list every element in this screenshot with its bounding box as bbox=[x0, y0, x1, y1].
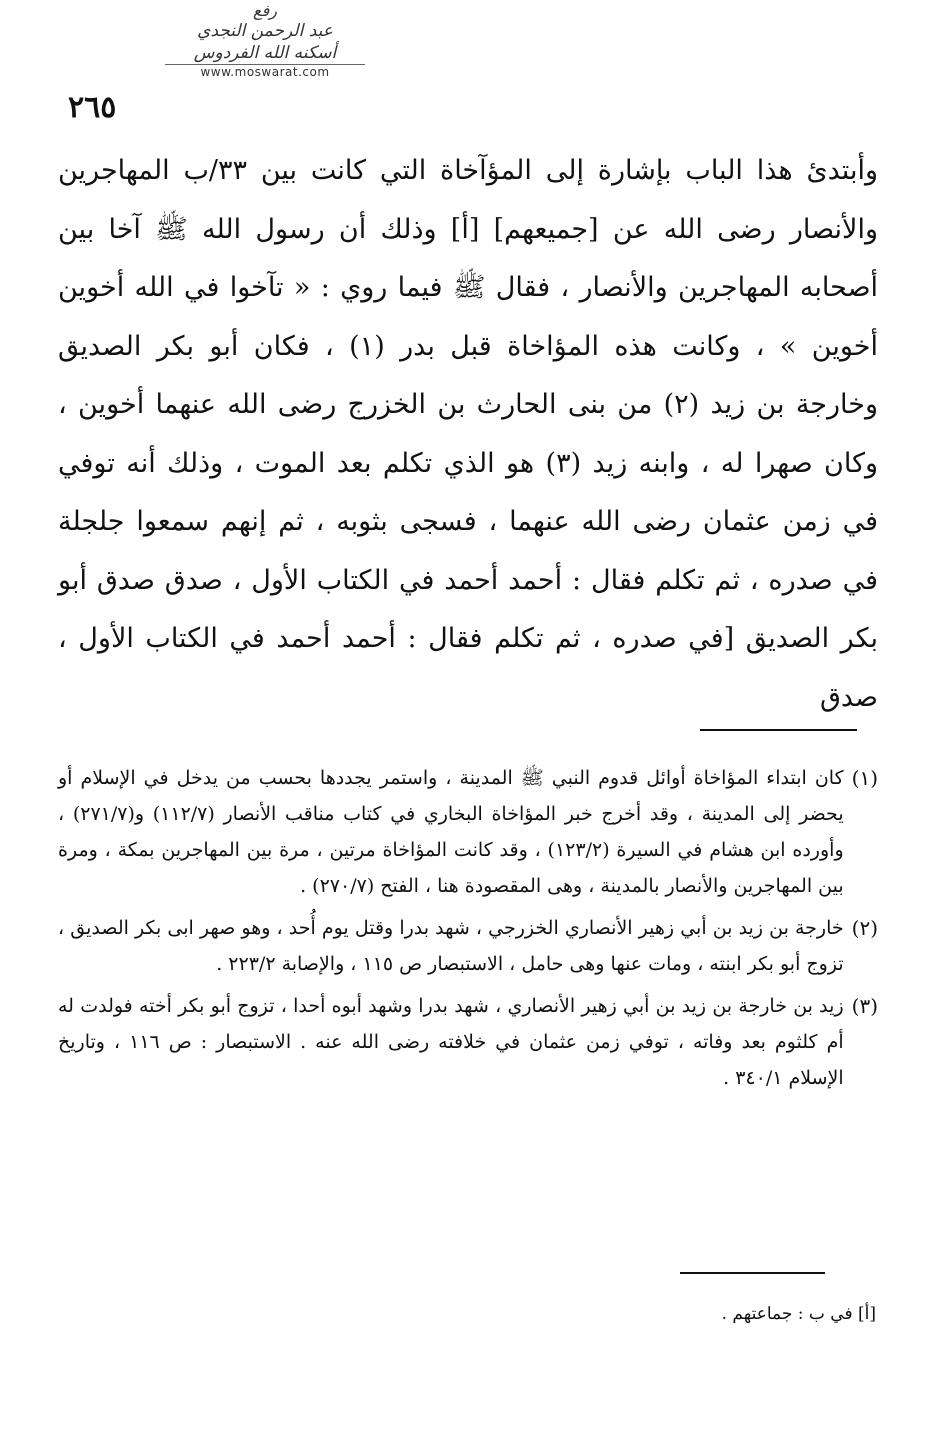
footnote-separator bbox=[700, 729, 857, 731]
footnote-text: خارجة بن زيد بن أبي زهير الأنصاري الخزرجي ، شهد بدرا وقتل يوم أُحد ، وهو صهر ابى بكر الصديق ، تزوج أبو بكر ابنته ، ومات عنها وهى حامل ، الاستبصار ص ١١٥ ، والإصابة ٢٢٣/٢ . bbox=[58, 917, 844, 975]
footnotes bbox=[58, 760, 878, 1102]
footnote-number: (٣) bbox=[851, 994, 878, 1018]
watermark-line-3: أسكنه الله الفردوس bbox=[193, 43, 337, 63]
footnote-item bbox=[58, 760, 878, 904]
page-number: ٢٦٥ bbox=[68, 90, 117, 125]
footnote-item bbox=[58, 988, 878, 1096]
variant-note: [أ] في ب : جماعتهم . bbox=[721, 1304, 876, 1324]
footnote-text: كان ابتداء المؤاخاة أوائل قدوم النبي ﷺ المدينة ، واستمر يجددها بحسب من يدخل في الإسلام أو يحضر إلى المدينة ، وقد أخرج خبر المؤاخاة البخاري في كتاب مناقب الأنصار (١١٢/٧) و(٢٧١/٧) ، وأورده ابن هشام في السيرة (١٢٣/٢) ، وقد كانت المؤاخاة مرتين ، مرة بين المهاجرين بمكة ، ومرة بين المهاجرين والأنصار بالمدينة ، وهى المقصودة هنا ، الفتح (٢٧٠/٧) . bbox=[58, 767, 844, 897]
footnote-text: زيد بن خارجة بن زيد بن أبي زهير الأنصاري ، شهد بدرا وشهد أبوه أحدا ، تزوج أبو بكر أخته فولدت له أم كلثوم بعد وفاته ، توفي زمن عثمان في خلافته رضى الله عنه . الاستبصار : ص ١١٦ ، وتاريخ الإسلام ٣٤٠/١ . bbox=[58, 995, 844, 1089]
variant-separator bbox=[680, 1272, 825, 1274]
footnote-number: (١) bbox=[851, 766, 878, 790]
watermark-line-2: عبد الرحمن النجدي bbox=[197, 21, 333, 41]
footnote-number: (٢) bbox=[851, 916, 878, 940]
watermark-url: www.moswarat.com bbox=[200, 65, 330, 79]
watermark-line-1: رفع bbox=[253, 1, 277, 20]
footnote-item bbox=[58, 910, 878, 982]
watermark-stamp bbox=[150, 2, 380, 94]
main-paragraph: وأبتدئ هذا الباب بإشارة إلى المؤآخاة التي كانت بين ٣٣/ب المهاجرين والأنصار رضى الله عن [جميعهم] [أ] وذلك أن رسول الله ﷺ آخا بين أصحابه المهاجرين والأنصار ، فقال ﷺ فيما روي : « تآخوا في الله أخوين أخوين » ، وكانت هذه المؤاخاة قبل بدر (١) ، فكان أبو بكر الصديق وخارجة بن زيد (٢) من بنى الحارث بن الخزرج رضى الله عنهما أخوين ، وكان صهرا له ، وابنه زيد (٣) هو الذي تكلم بعد الموت ، وذلك أنه توفي في زمن عثمان رضى الله عنهما ، فسجى بثوبه ، ثم إنهم سمعوا جلجلة في صدره ، ثم تكلم فقال : أحمد أحمد في الكتاب الأول ، صدق صدق أبو بكر الصديق [في صدره ، ثم تكلم فقال : أحمد أحمد في الكتاب الأول ، صدق bbox=[58, 155, 878, 713]
